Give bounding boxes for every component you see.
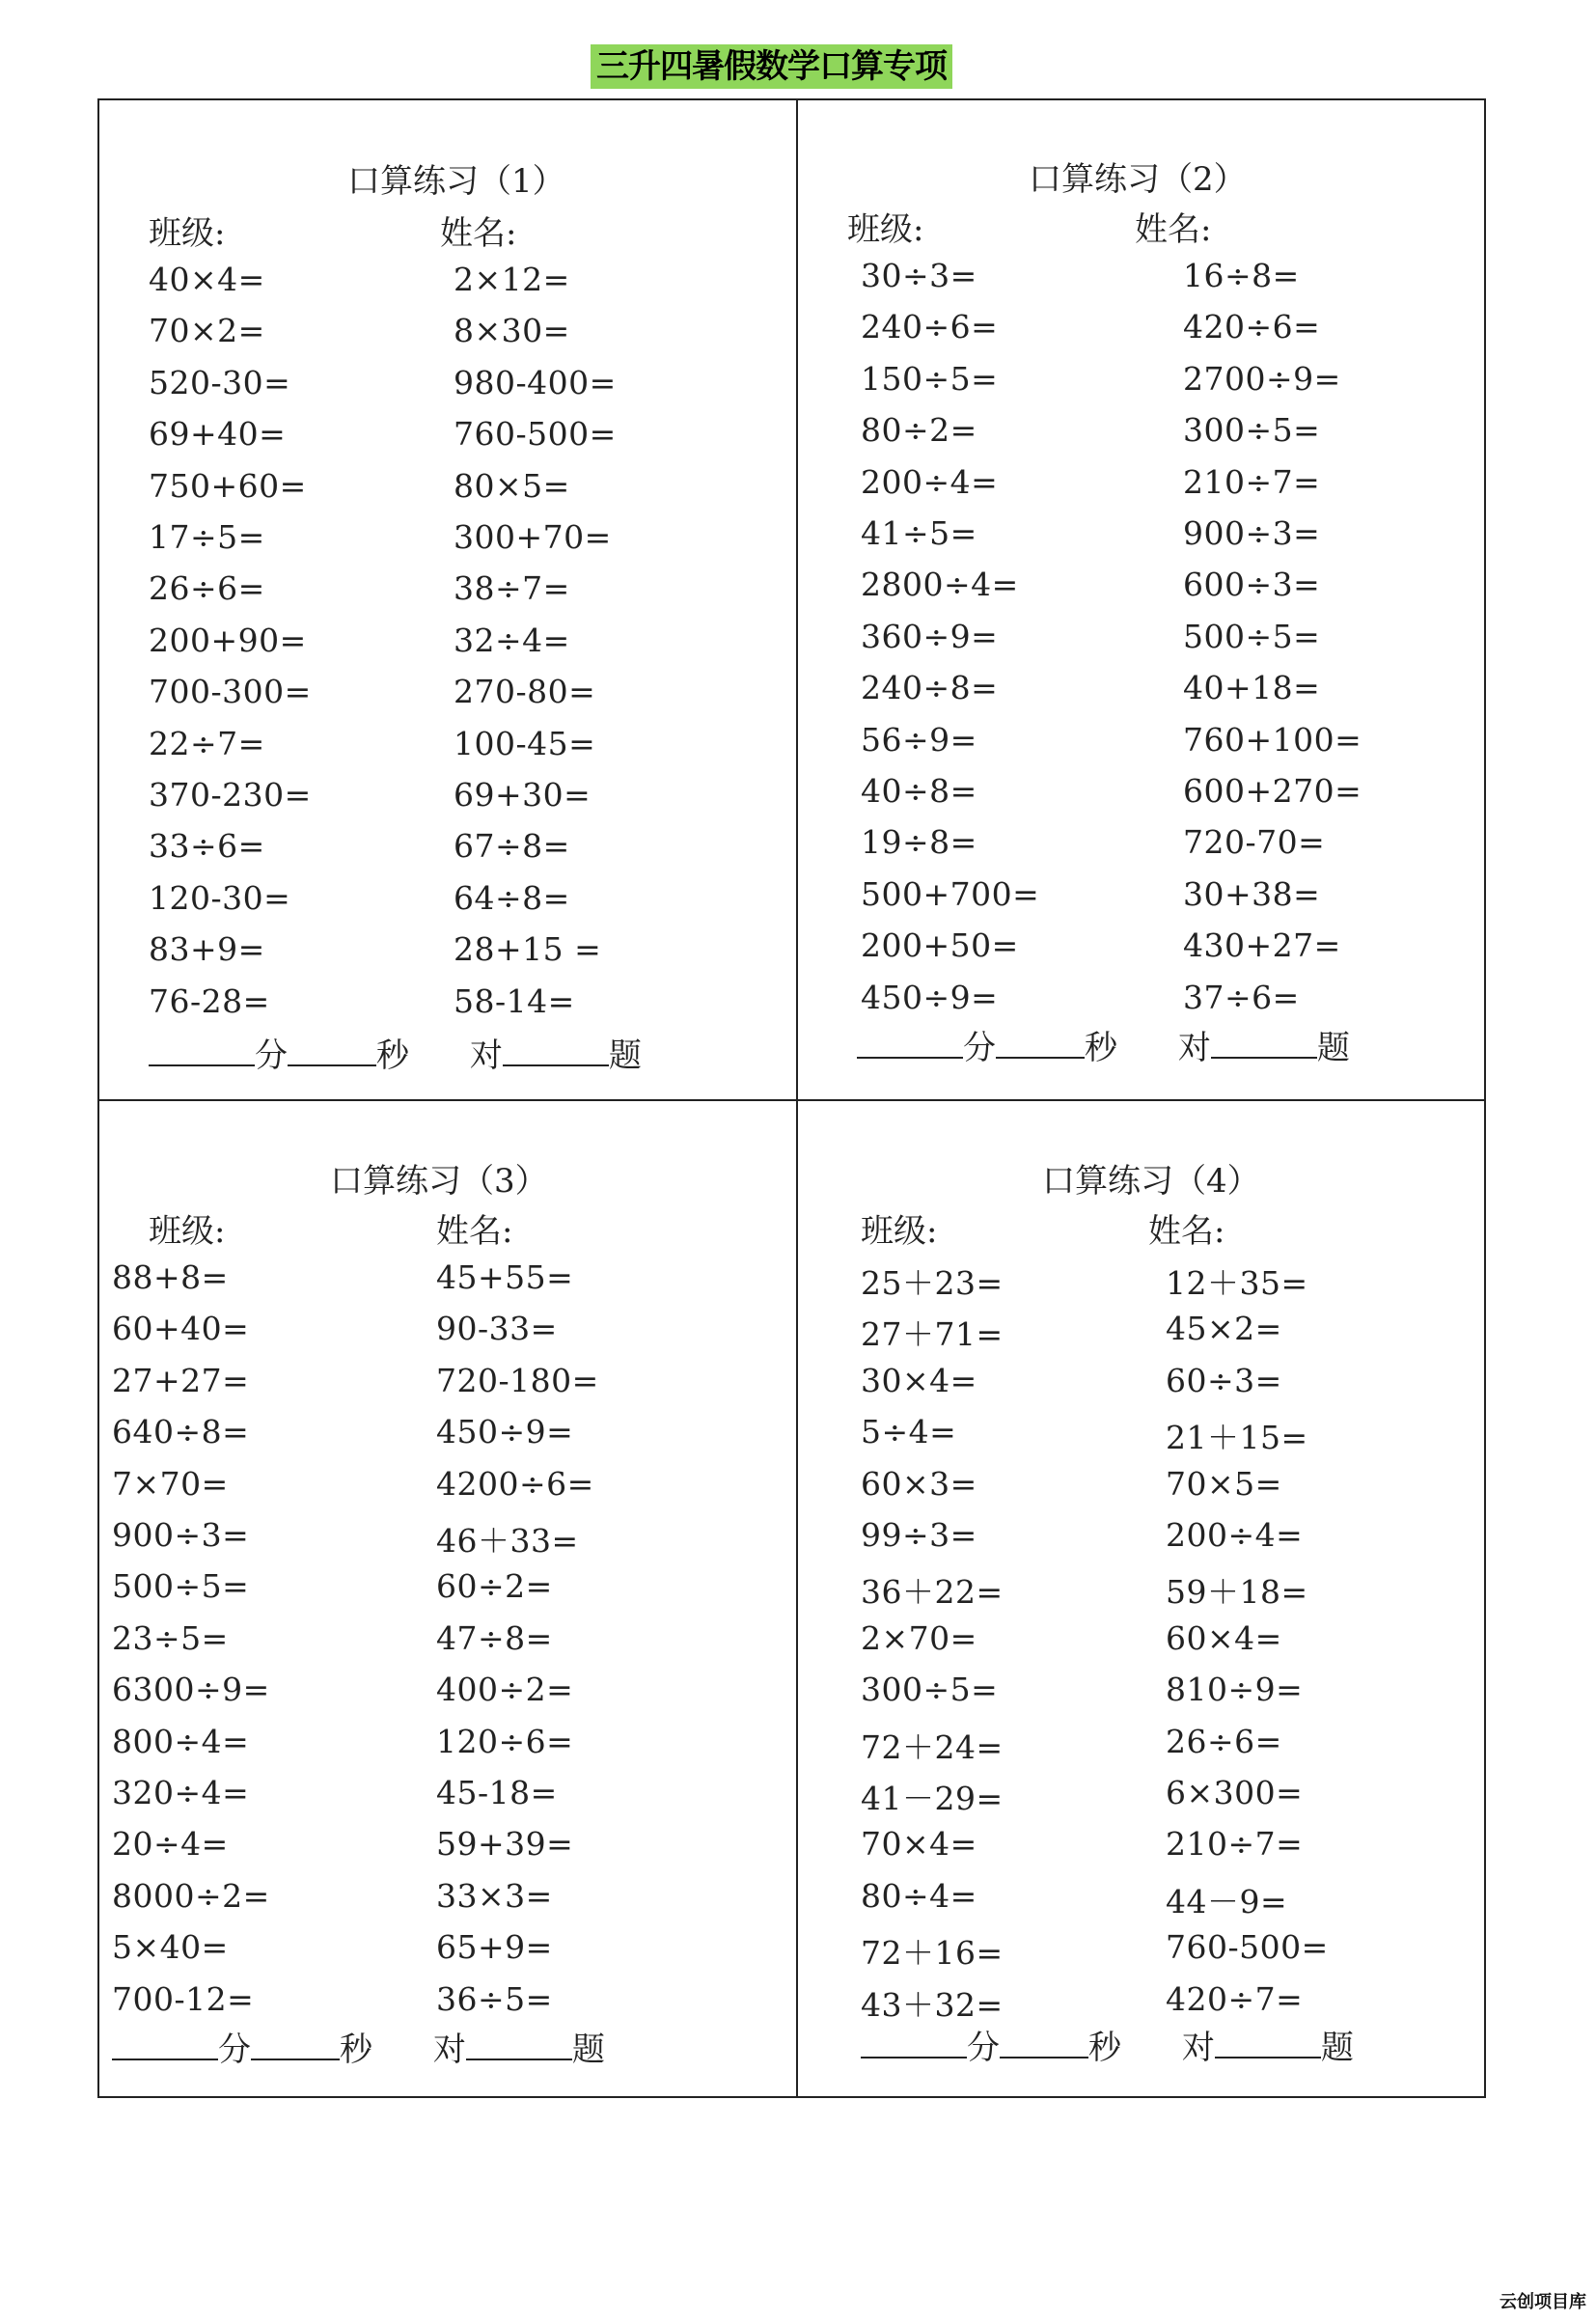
problem-item: 36÷5=: [436, 1979, 553, 2018]
problem-item: 41÷5=: [861, 514, 977, 552]
problem-item: 45+55=: [436, 1258, 574, 1296]
problem-item: 6×300=: [1166, 1774, 1304, 1811]
problem-item: 430+27=: [1183, 926, 1341, 965]
problem-item: 240÷6=: [861, 308, 999, 346]
minutes-blank[interactable]: [112, 2030, 218, 2060]
problem-item: 60×4=: [1166, 1618, 1282, 1657]
problem-item: 700-300=: [149, 673, 312, 711]
questions-label: 题: [608, 1036, 642, 1075]
seconds-blank[interactable]: [1000, 2028, 1088, 2059]
problem-item: 4200÷6=: [436, 1464, 594, 1503]
problem-item: 60×3=: [861, 1464, 977, 1503]
minutes-label: 分: [967, 2029, 1000, 2067]
problem-item: 30÷3=: [861, 257, 977, 294]
problem-item: 72＋16=: [861, 1934, 1004, 1973]
problem-item: 200÷4=: [861, 462, 999, 501]
panel-title: 口算练习（4）: [1042, 1162, 1260, 1201]
border-middle: [796, 98, 798, 2098]
minutes-label: 分: [255, 1036, 288, 1075]
problem-item: 45-18=: [436, 1774, 558, 1811]
problem-item: 420÷7=: [1166, 1979, 1304, 2018]
problem-item: 200+50=: [861, 926, 1019, 965]
problem-item: 200÷4=: [1166, 1516, 1304, 1554]
problem-item: 40+18=: [1183, 669, 1321, 707]
name-label: 姓名:: [436, 1212, 513, 1251]
problem-item: 65+9=: [436, 1928, 553, 1967]
name-label: 姓名:: [1135, 210, 1212, 249]
problem-item: 450÷9=: [436, 1413, 574, 1451]
problem-item: 20÷4=: [112, 1825, 229, 1864]
minutes-label: 分: [963, 1029, 996, 1067]
problem-item: 70×5=: [1166, 1464, 1282, 1503]
score-footer: [861, 2021, 1354, 2068]
problem-item: 45×2=: [1166, 1310, 1282, 1348]
problem-item: 67÷8=: [454, 827, 570, 866]
problem-item: 500÷5=: [1183, 617, 1321, 655]
border-top: [97, 98, 1486, 100]
problem-item: 600÷3=: [1183, 566, 1321, 604]
problem-item: 83+9=: [149, 930, 265, 969]
problem-item: 90-33=: [436, 1310, 558, 1348]
problem-item: 7×70=: [112, 1464, 229, 1503]
problem-item: 19÷8=: [861, 823, 977, 862]
seconds-blank[interactable]: [288, 1036, 376, 1066]
problem-item: 400÷2=: [436, 1671, 574, 1709]
problem-item: 240÷8=: [861, 669, 999, 707]
border-bottom: [97, 2096, 1486, 2098]
problem-item: 80÷2=: [861, 411, 977, 450]
problem-item: 320÷4=: [112, 1774, 250, 1811]
watermark: 云创项目库: [1500, 2292, 1586, 2312]
questions-label: 题: [1316, 1029, 1350, 1067]
problem-item: 59+39=: [436, 1825, 574, 1864]
correct-blank[interactable]: [503, 1036, 609, 1066]
problem-item: 30+38=: [1183, 874, 1321, 913]
problem-item: 37÷6=: [1183, 978, 1300, 1016]
questions-label: 题: [571, 2031, 605, 2069]
problem-item: 150÷5=: [861, 359, 999, 398]
border-right: [1484, 98, 1486, 2098]
problem-item: 980-400=: [454, 363, 617, 401]
problem-item: 44－9=: [1166, 1882, 1288, 1920]
problem-item: 370-230=: [149, 776, 312, 814]
problem-item: 760-500=: [1166, 1928, 1329, 1967]
class-label: 班级:: [149, 1212, 226, 1251]
problem-item: 27+27=: [112, 1361, 250, 1399]
correct-label: 对: [469, 1036, 503, 1075]
problem-item: 750+60=: [149, 466, 307, 505]
problem-item: 60÷2=: [436, 1567, 553, 1606]
problem-item: 5×40=: [112, 1928, 229, 1967]
problem-item: 64÷8=: [454, 878, 570, 917]
problem-item: 38÷7=: [454, 569, 570, 608]
problem-item: 300÷5=: [861, 1671, 999, 1709]
problem-item: 76-28=: [149, 981, 270, 1020]
problem-item: 8×30=: [454, 312, 570, 350]
problem-item: 27＋71=: [861, 1315, 1004, 1354]
minutes-blank[interactable]: [149, 1036, 255, 1066]
problem-item: 23÷5=: [112, 1618, 229, 1657]
seconds-blank[interactable]: [996, 1028, 1085, 1059]
border-middle-horizontal: [97, 1099, 1486, 1101]
panel-title: 口算练习（3）: [330, 1162, 548, 1201]
correct-label: 对: [1177, 1029, 1211, 1067]
problem-item: 210÷7=: [1183, 462, 1321, 501]
problem-item: 600+270=: [1183, 772, 1362, 810]
correct-label: 对: [1181, 2029, 1215, 2067]
questions-label: 题: [1320, 2029, 1354, 2067]
seconds-label: 秒: [376, 1036, 409, 1075]
problem-item: 28+15 =: [454, 930, 602, 969]
minutes-label: 分: [218, 2031, 251, 2069]
problem-item: 900÷3=: [112, 1516, 250, 1554]
score-footer: [857, 1021, 1350, 1068]
problem-item: 810÷9=: [1166, 1671, 1304, 1709]
problem-item: 16÷8=: [1183, 257, 1300, 294]
score-footer: [149, 1029, 642, 1076]
problem-item: 36＋22=: [861, 1573, 1004, 1612]
problem-item: 43＋32=: [861, 1985, 1004, 2024]
problem-item: 720-180=: [436, 1361, 599, 1399]
problem-item: 21＋15=: [1166, 1419, 1308, 1457]
problem-item: 70×2=: [149, 312, 265, 350]
problem-item: 760-500=: [454, 415, 617, 454]
problem-item: 60+40=: [112, 1310, 250, 1348]
problem-item: 41－29=: [861, 1780, 1004, 1817]
problem-item: 17÷5=: [149, 518, 265, 556]
problem-item: 2×12=: [454, 261, 570, 298]
problem-item: 5÷4=: [861, 1413, 957, 1451]
problem-item: 40×4=: [149, 261, 265, 298]
problem-item: 69+40=: [149, 415, 287, 454]
problem-item: 59＋18=: [1166, 1573, 1308, 1612]
problem-item: 33×3=: [436, 1876, 553, 1915]
problem-item: 500+700=: [861, 874, 1040, 913]
problem-item: 40÷8=: [861, 772, 977, 810]
problem-item: 700-12=: [112, 1979, 255, 2018]
problem-item: 720-70=: [1183, 823, 1326, 862]
problem-item: 450÷9=: [861, 978, 999, 1016]
problem-item: 58-14=: [454, 981, 575, 1020]
problem-item: 47÷8=: [436, 1618, 553, 1657]
problem-item: 80÷4=: [861, 1876, 977, 1915]
problem-item: 500÷5=: [112, 1567, 250, 1606]
seconds-label: 秒: [1088, 2029, 1121, 2067]
class-label: 班级:: [861, 1212, 938, 1251]
problem-item: 25＋23=: [861, 1264, 1004, 1302]
minutes-blank[interactable]: [857, 1028, 963, 1059]
problem-item: 2×70=: [861, 1618, 977, 1657]
seconds-blank[interactable]: [251, 2030, 340, 2060]
problem-item: 26÷6=: [149, 569, 265, 608]
problem-item: 210÷7=: [1166, 1825, 1304, 1864]
problem-item: 33÷6=: [149, 827, 265, 866]
panel-title: 口算练习（1）: [347, 162, 565, 201]
problem-item: 520-30=: [149, 363, 291, 401]
border-left: [97, 98, 99, 2098]
problem-item: 300÷5=: [1183, 411, 1321, 450]
correct-blank[interactable]: [1211, 1028, 1317, 1059]
problem-item: 270-80=: [454, 673, 596, 711]
problem-item: 640÷8=: [112, 1413, 250, 1451]
problem-item: 120÷6=: [436, 1722, 574, 1760]
class-label: 班级:: [149, 214, 226, 253]
page-title: 三升四暑假数学口算专项: [591, 44, 952, 89]
name-label: 姓名:: [440, 214, 517, 253]
problem-item: 12＋35=: [1166, 1264, 1308, 1302]
problem-item: 6300÷9=: [112, 1671, 270, 1709]
name-label: 姓名:: [1148, 1212, 1225, 1251]
problem-item: 46＋33=: [436, 1522, 579, 1560]
problem-item: 60÷3=: [1166, 1361, 1282, 1399]
seconds-label: 秒: [340, 2031, 372, 2069]
problem-item: 99÷3=: [861, 1516, 977, 1554]
problem-item: 2800÷4=: [861, 566, 1019, 604]
correct-blank[interactable]: [1215, 2028, 1321, 2059]
correct-label: 对: [432, 2031, 466, 2069]
problem-item: 32÷4=: [454, 621, 570, 659]
problem-item: 56÷9=: [861, 720, 977, 759]
minutes-blank[interactable]: [861, 2028, 967, 2059]
problem-item: 30×4=: [861, 1361, 977, 1399]
class-label: 班级:: [847, 210, 924, 249]
problem-item: 72＋24=: [861, 1727, 1004, 1766]
problem-item: 900÷3=: [1183, 514, 1321, 552]
problem-item: 69+30=: [454, 776, 592, 814]
problem-item: 300+70=: [454, 518, 612, 556]
problem-item: 26÷6=: [1166, 1722, 1282, 1760]
panel-title: 口算练习（2）: [1029, 160, 1247, 199]
problem-item: 420÷6=: [1183, 308, 1321, 346]
score-footer: [112, 2023, 605, 2070]
problem-item: 70×4=: [861, 1825, 977, 1864]
problem-item: 8000÷2=: [112, 1876, 270, 1915]
problem-item: 800÷4=: [112, 1722, 250, 1760]
problem-item: 100-45=: [454, 724, 596, 762]
correct-blank[interactable]: [466, 2030, 572, 2060]
problem-item: 760+100=: [1183, 720, 1362, 759]
problem-item: 200+90=: [149, 621, 307, 659]
problem-item: 2700÷9=: [1183, 359, 1341, 398]
problem-item: 360÷9=: [861, 617, 999, 655]
seconds-label: 秒: [1085, 1029, 1117, 1067]
problem-item: 80×5=: [454, 466, 570, 505]
problem-item: 120-30=: [149, 878, 291, 917]
problem-item: 88+8=: [112, 1258, 229, 1296]
problem-item: 22÷7=: [149, 724, 265, 762]
